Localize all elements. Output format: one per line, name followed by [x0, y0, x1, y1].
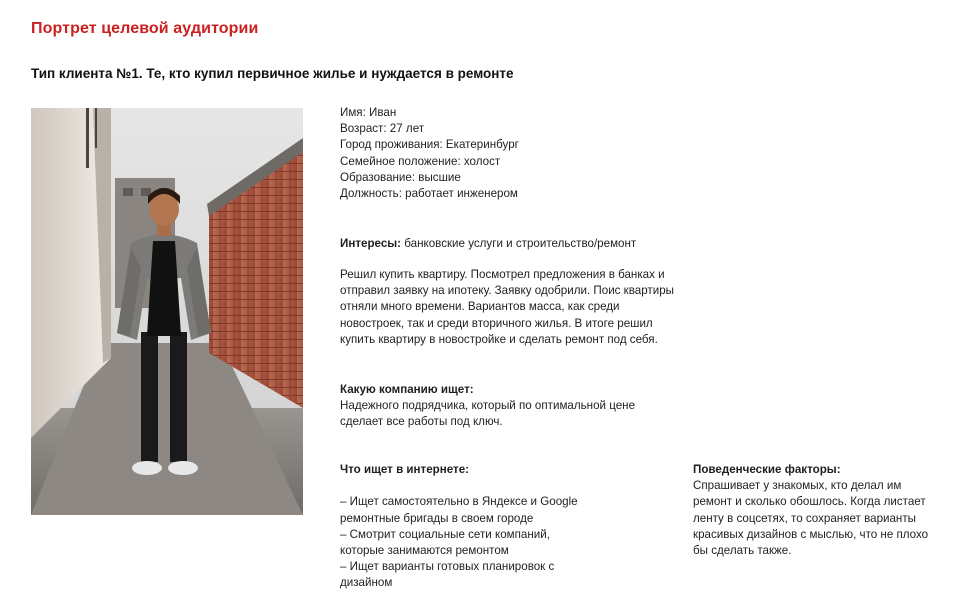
profile-name: Имя: Иван — [340, 106, 397, 119]
company-heading: Какую компанию ищет: — [340, 383, 474, 396]
interests-line — [340, 236, 636, 252]
interests-block — [340, 236, 636, 252]
profile-block — [340, 105, 519, 202]
behavior-block — [693, 462, 928, 559]
behavior-line: ленту в соцсетях, то сохраняет варианты — [693, 511, 916, 525]
page-title: Портрет целевой аудитории — [31, 20, 259, 37]
profile-education: Образование: высшие — [340, 170, 461, 184]
company-line: Надежного подрядчика, который по оптимальной цене — [340, 399, 636, 413]
internet-block — [340, 462, 578, 592]
portrait-photo — [31, 108, 303, 515]
story-block — [340, 267, 674, 348]
internet-heading: Что ищет в интернете: — [340, 463, 470, 476]
story-line: купить квартиру в новостройке и сделать ремонт под себя. — [340, 332, 658, 346]
profile-age: Возраст: 27 лет — [340, 122, 425, 136]
internet-line: дизайном — [340, 576, 393, 590]
internet-line: ремонтные бригады в своем городе — [340, 511, 534, 525]
internet-line: – Ищет варианты готовых планировок с — [340, 560, 555, 574]
company-line: сделает все работы под ключ. — [340, 415, 503, 429]
story-line: новостроек, так и среди вторичного жилья. В итоге решил — [340, 316, 653, 330]
internet-line: – Смотрит социальные сети компаний, — [340, 527, 550, 541]
profile-family: Семейное положение: холост — [340, 154, 501, 168]
internet-line: – Ищет самостоятельно в Яндексе и Google — [340, 495, 578, 509]
story-line: отправил заявку на ипотеку. Заявку одобрили. Поис квартиры — [340, 284, 674, 298]
behavior-line: красивых дизайнов с мыслью, что не плохо — [693, 527, 929, 541]
profile-city: Город проживания: Екатеринбург — [340, 138, 519, 152]
behavior-line: Спрашивает у знакомых, кто делал им — [693, 479, 902, 493]
story-line: Решил купить квартиру. Посмотрел предложения в банках и — [340, 268, 665, 281]
interests-label: Интересы: — [340, 237, 402, 250]
company-block — [340, 382, 635, 431]
behavior-line: ремонт и сколько обошлось. Когда листает — [693, 495, 926, 509]
client-type-heading: Тип клиента №1. Те, кто купил первичное жилье и нуждается в ремонте — [31, 66, 514, 81]
interests-value: банковские услуги и строительство/ремонт — [401, 237, 637, 250]
behavior-line: бы сделать также. — [693, 544, 792, 558]
behavior-heading: Поведенческие факторы: — [693, 463, 841, 476]
story-line: отняли много времени. Вариантов масса, как среди — [340, 300, 620, 314]
profile-position: Должность: работает инженером — [340, 187, 518, 201]
internet-spacer — [340, 478, 578, 494]
internet-line: которые занимаются ремонтом — [340, 544, 509, 557]
